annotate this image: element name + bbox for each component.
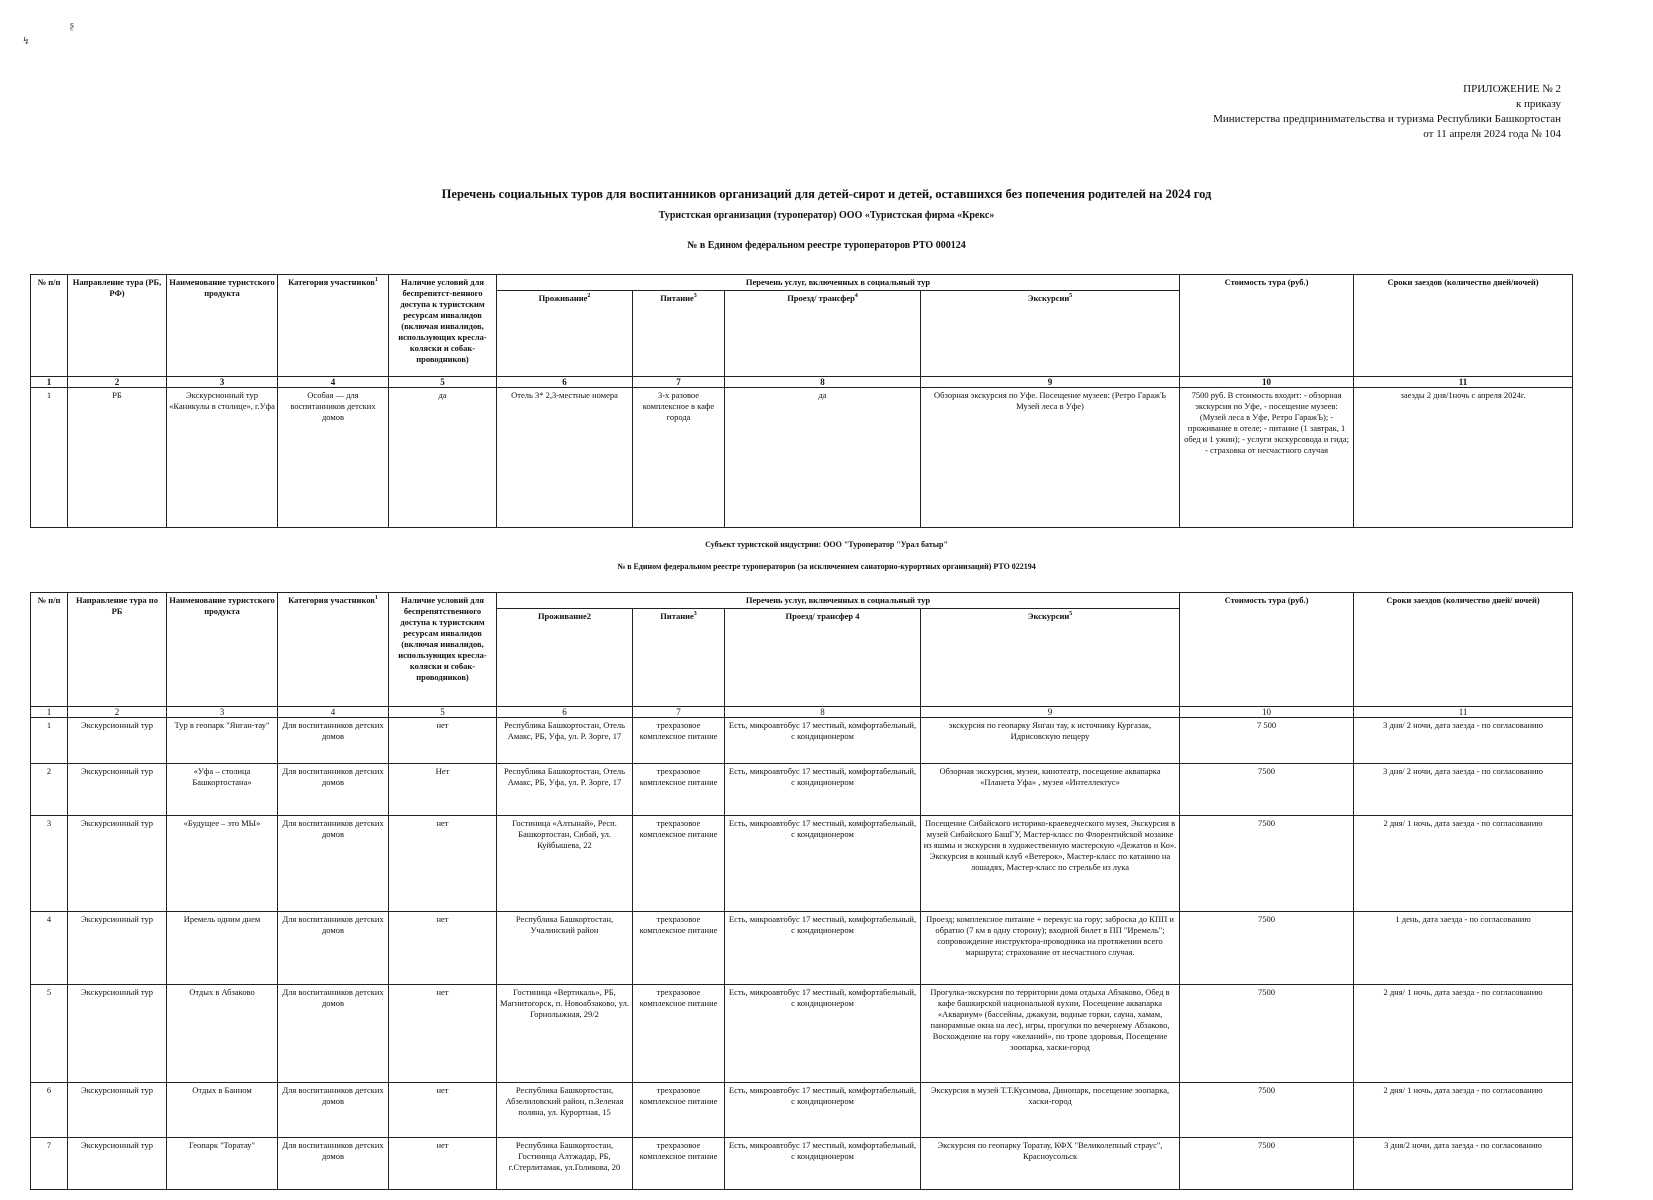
cell-excursions: экскурсия по геопарку Янган тау, к источнику Кургазак, Идрисовскую пещеру xyxy=(921,718,1180,764)
cell-excursions: Экскурсия в музей Т.Т.Кусимова, Динопарк, посещение зоопарка, хаски-город xyxy=(921,1083,1180,1138)
corner-mark-1: ↯ xyxy=(22,36,31,47)
appendix-line-1: ПРИЛОЖЕНИЕ № 2 xyxy=(1463,83,1561,95)
cell-product: Отдых в Банном xyxy=(167,1083,278,1138)
cell-food: 3-х разовое комплексное в кафе города xyxy=(633,388,725,528)
cell-dates: 2 дня/ 1 ночь, дата заезда - по согласованию xyxy=(1354,1083,1573,1138)
header-num: № п/п xyxy=(31,593,68,707)
cell-excursions: Обзорная экскурсия, музеи, кинотеатр, посещение аквапарка «Планета Уфа» , музея «Интеллектус» xyxy=(921,764,1180,816)
cell-cost: 7 500 xyxy=(1180,718,1354,764)
cell-product: Геопарк "Торатау" xyxy=(167,1138,278,1190)
cell-excursions: Обзорная экскурсия по Уфе. Посещение музеев: (Ретро ГаражЪ Музей леса в Уфе) xyxy=(921,388,1180,528)
cell-excursions: Проезд; комплексное питание + перекус на гору; заброска до КПП и обратно (7 км в одну сторону); входной билет в ПП "Иремель"; сопровождение инструктора-проводника на протяжении всего маршрута; страхование от несчастного случая. xyxy=(921,912,1180,985)
header-cost: Стоимость тура (руб.) xyxy=(1180,275,1354,377)
table-row xyxy=(31,912,1573,985)
cell-direction: Экскурсионный тур xyxy=(68,816,167,912)
header-access: Наличие условий для беспрепятственного доступа к туристским ресурсам инвалидов (включая инвалидов, использующих кресла-коляски и собак-проводников) xyxy=(389,593,497,707)
cell-cost: 7500 xyxy=(1180,1083,1354,1138)
cell-cost: 7500 xyxy=(1180,764,1354,816)
cell-transfer: Есть, микроавтобус 17 местный, комфортабельный, с кондиционером xyxy=(725,1138,921,1190)
document-title: Перечень социальных туров для воспитанников организаций для детей-сирот и детей, оставшихся без попечения родителей на 2024 год xyxy=(441,187,1212,201)
cell-access: нет xyxy=(389,816,497,912)
table-row xyxy=(31,388,1573,528)
cell-num: 5 xyxy=(31,985,68,1083)
cell-access: нет xyxy=(389,1083,497,1138)
col-number: 4 xyxy=(278,377,389,388)
cell-accommodation: Республика Башкортостан, Отель Амакс, РБ, Уфа, ул. Р. Зорге, 17 xyxy=(497,718,633,764)
cell-category: Для воспитанников детских домов xyxy=(278,764,389,816)
cell-transfer: Есть, микроавтобус 17 местный, комфортабельный, с кондиционером xyxy=(725,816,921,912)
col-number: 11 xyxy=(1354,707,1573,718)
cell-accommodation: Республика Башкортостан, Абзелиловский район, п.Зеленая поляна, ул. Курортная, 15 xyxy=(497,1083,633,1138)
col-number: 1 xyxy=(31,377,68,388)
col-number: 2 xyxy=(68,707,167,718)
tours-table-1 xyxy=(30,274,1573,528)
header-category: Категория участников$^1$ xyxy=(278,593,389,707)
cell-category: Для воспитанников детских домов xyxy=(278,912,389,985)
cell-food: трехразовое комплексное питание xyxy=(633,912,725,985)
cell-dates: 3 дня/ 2 ночи, дата заезда - по согласованию xyxy=(1354,764,1573,816)
header-dates: Сроки заездов (количество дней/ночей) xyxy=(1354,275,1573,377)
table-row xyxy=(31,718,1573,764)
cell-cost: 7500 руб. В стоимость входит: - обзорная экскурсия по Уфе, - посещение музеев: (Музей леса в Уфе, Ретро ГаражЪ); - проживание в отеле; - питание (1 завтрак, 1 обед и 1 ужин); - услуги экскурсовода и гида; - страховка от несчастного случая xyxy=(1180,388,1354,528)
header-direction: Направление тура (РБ, РФ) xyxy=(68,275,167,377)
cell-category: Для воспитанников детских домов xyxy=(278,718,389,764)
cell-food: трехразовое комплексное питание xyxy=(633,816,725,912)
header-transfer: Проезд/ трансфер 4 xyxy=(725,609,921,707)
col-number: 7 xyxy=(633,707,725,718)
tours-table-2 xyxy=(30,592,1573,1190)
cell-cost: 7500 xyxy=(1180,1138,1354,1190)
cell-dates: заезды 2 дня/1ночь с апреля 2024г. xyxy=(1354,388,1573,528)
cell-excursions: Экскурсия по геопарку Торатау, КФХ "Великолепный страус", Красноусольск xyxy=(921,1138,1180,1190)
cell-num: 4 xyxy=(31,912,68,985)
cell-product: Тур в геопарк "Янган-тау" xyxy=(167,718,278,764)
cell-food: трехразовое комплексное питание xyxy=(633,985,725,1083)
cell-direction: Экскурсионный тур xyxy=(68,1138,167,1190)
cell-transfer: Есть, микроавтобус 17 местный, комфортабельный, с кондиционером xyxy=(725,764,921,816)
cell-product: «Уфа – столица Башкортостана» xyxy=(167,764,278,816)
cell-access: Нет xyxy=(389,764,497,816)
subject-name: Субъект туристской индустрии: ООО "Туроператор "Урал батыр" xyxy=(705,540,948,549)
col-number: 7 xyxy=(633,377,725,388)
cell-direction: Экскурсионный тур xyxy=(68,718,167,764)
cell-num: 2 xyxy=(31,764,68,816)
cell-dates: 1 день, дата заезда - по согласованию xyxy=(1354,912,1573,985)
col-number: 11 xyxy=(1354,377,1573,388)
appendix-line-2: к приказу xyxy=(1515,98,1561,110)
appendix-block xyxy=(1213,82,1561,142)
header-services: Перечень услуг, включенных в социальный тур xyxy=(497,275,1180,291)
cell-transfer: Есть, микроавтобус 17 местный, комфортабельный, с кондиционером xyxy=(725,985,921,1083)
cell-dates: 3 дня/2 ночи, дата заезда - по согласованию xyxy=(1354,1138,1573,1190)
col-number: 5 xyxy=(389,377,497,388)
cell-accommodation: Гостиница «Алтынай», Респ. Башкортостан, Сибай, ул. Куйбышева, 22 xyxy=(497,816,633,912)
cell-dates: 2 дня/ 1 ночь, дата заезда - по согласованию xyxy=(1354,816,1573,912)
cell-dates: 2 дня/ 1 ночь, дата заезда - по согласованию xyxy=(1354,985,1573,1083)
cell-access: да xyxy=(389,388,497,528)
cell-direction: Экскурсионный тур xyxy=(68,912,167,985)
cell-accommodation: Гостиница «Вертикаль», РБ, Магнитогорск, п. Новоабзаково, ул. Горнолыжная, 29/2 xyxy=(497,985,633,1083)
header-category: Категория участников$^1$ xyxy=(278,275,389,377)
col-number: 6 xyxy=(497,377,633,388)
col-number: 10 xyxy=(1180,707,1354,718)
table-row xyxy=(31,1138,1573,1190)
appendix-line-4: от 11 апреля 2024 года № 104 xyxy=(1423,128,1561,140)
header-direction: Направление тура по РБ xyxy=(68,593,167,707)
cell-cost: 7500 xyxy=(1180,985,1354,1083)
header-dates: Сроки заездов (количество дней/ ночей) xyxy=(1354,593,1573,707)
cell-product: Отдых в Абзаково xyxy=(167,985,278,1083)
cell-num: 3 xyxy=(31,816,68,912)
cell-food: трехразовое комплексное питание xyxy=(633,1083,725,1138)
cell-transfer: Есть, микроавтобус 17 местный, комфортабельный, с кондиционером xyxy=(725,912,921,985)
header-cost: Стоимость тура (руб.) xyxy=(1180,593,1354,707)
cell-cost: 7500 xyxy=(1180,816,1354,912)
header-accommodation: Проживание2 xyxy=(497,609,633,707)
cell-accommodation: Республика Башкортостан, Гостиница Алтжадар, РБ, г.Стерлитамак, ул.Голикова, 20 xyxy=(497,1138,633,1190)
corner-mark-2: ʂ xyxy=(70,20,74,31)
cell-cost: 7500 xyxy=(1180,912,1354,985)
header-food: Питание$^3$ xyxy=(633,291,725,377)
operator-name: Туристская организация (туроператор) ООО «Туристская фирма «Крекс» xyxy=(658,210,995,221)
col-number: 2 xyxy=(68,377,167,388)
cell-product: Экскурсионный тур «Каникулы в столице», г.Уфа xyxy=(167,388,278,528)
cell-accommodation: Республика Башкортостан, Учалинский район xyxy=(497,912,633,985)
cell-access: нет xyxy=(389,985,497,1083)
cell-direction: Экскурсионный тур xyxy=(68,1083,167,1138)
cell-transfer: да xyxy=(725,388,921,528)
cell-num: 7 xyxy=(31,1138,68,1190)
appendix-line-3: Министерства предпринимательства и туризма Республики Башкортостан xyxy=(1213,113,1561,125)
cell-category: Для воспитанников детских домов xyxy=(278,985,389,1083)
header-accommodation: Проживание$^2$ xyxy=(497,291,633,377)
header-excursions: Экскурсии$^5$ xyxy=(921,291,1180,377)
cell-num: 1 xyxy=(31,718,68,764)
col-number: 8 xyxy=(725,377,921,388)
table-row xyxy=(31,1083,1573,1138)
cell-food: трехразовое комплексное питание xyxy=(633,764,725,816)
cell-num: 1 xyxy=(31,388,68,528)
cell-dates: 3 дня/ 2 ночи, дата заезда - по согласованию xyxy=(1354,718,1573,764)
col-number: 10 xyxy=(1180,377,1354,388)
cell-direction: Экскурсионный тур xyxy=(68,764,167,816)
cell-access: нет xyxy=(389,718,497,764)
header-access: Наличие условий для беспрепятст-венного доступа к туристским ресурсам инвалидов (включая инвалидов, использующих кресла-коляски и собак-проводников) xyxy=(389,275,497,377)
cell-product: «Будущее – это МЫ» xyxy=(167,816,278,912)
table-row xyxy=(31,985,1573,1083)
header-food: Питание$^3$ xyxy=(633,609,725,707)
cell-category: Для воспитанников детских домов xyxy=(278,816,389,912)
header-product: Наименование туристского продукта xyxy=(167,275,278,377)
cell-access: нет xyxy=(389,1138,497,1190)
cell-accommodation: Республика Башкортостан, Отель Амакс, РБ, Уфа, ул. Р. Зорге, 17 xyxy=(497,764,633,816)
cell-excursions: Посещение Сибайского историко-краеведческого музея, Экскурсия в музей Сибайского БашГУ, Мастер-класс по Флорентийской мозаике из яшмы и экскурсия в художественную мастерскую «Дежатов и Ко». Экскурсия в конный клуб «Ветерок», Мастер-класс по катанию на лошадях, Мастер-класс по стрельбе из лука xyxy=(921,816,1180,912)
col-number: 9 xyxy=(921,707,1180,718)
operator-registry: № в Едином федеральном реестре туроператоров РТО 000124 xyxy=(687,240,966,251)
cell-transfer: Есть, микроавтобус 17 местный, комфортабельный, с кондиционером xyxy=(725,718,921,764)
subject-registry: № в Едином федеральном реестре туроператоров (за исключением санаторно-курортных организаций) РТО 022194 xyxy=(617,562,1036,571)
col-number: 5 xyxy=(389,707,497,718)
cell-food: трехразовое комплексное питание xyxy=(633,718,725,764)
cell-accommodation: Отель 3* 2,3-местные номера xyxy=(497,388,633,528)
cell-transfer: Есть, микроавтобус 17 местный, комфортабельный, с кондиционером xyxy=(725,1083,921,1138)
header-num: № п/п xyxy=(31,275,68,377)
col-number: 8 xyxy=(725,707,921,718)
cell-product: Иремель одним днем xyxy=(167,912,278,985)
col-number: 9 xyxy=(921,377,1180,388)
header-services: Перечень услуг, включенных в социальный тур xyxy=(497,593,1180,609)
table-row xyxy=(31,816,1573,912)
col-number: 3 xyxy=(167,707,278,718)
col-number: 6 xyxy=(497,707,633,718)
cell-direction: Экскурсионный тур xyxy=(68,985,167,1083)
cell-food: трехразовое комплексное питание xyxy=(633,1138,725,1190)
cell-category: Для воспитанников детских домов xyxy=(278,1138,389,1190)
header-transfer: Проезд/ трансфер$^4$ xyxy=(725,291,921,377)
cell-num: 6 xyxy=(31,1083,68,1138)
cell-direction: РБ xyxy=(68,388,167,528)
col-number: 3 xyxy=(167,377,278,388)
cell-category: Особая — для воспитанников детских домов xyxy=(278,388,389,528)
cell-category: Для воспитанников детских домов xyxy=(278,1083,389,1138)
header-product: Наименование туристского продукта xyxy=(167,593,278,707)
col-number: 1 xyxy=(31,707,68,718)
table-row xyxy=(31,764,1573,816)
col-number: 4 xyxy=(278,707,389,718)
cell-excursions: Прогулка-экскурсия по территории дома отдыха Абзаково, Обед в кафе башкирской национальной кухни, Посещение аквапарка «Аквариум» (бассейны, джакузи, водные горки, сауна, хамам, панорамные окна на лес), игры, прогулки по вечернему Абзаково, Восхождение на гору «желаний», по тропе здоровья, Посещение зоопарка, хаски-город xyxy=(921,985,1180,1083)
header-excursions: Экскурсии$^5$ xyxy=(921,609,1180,707)
cell-access: нет xyxy=(389,912,497,985)
